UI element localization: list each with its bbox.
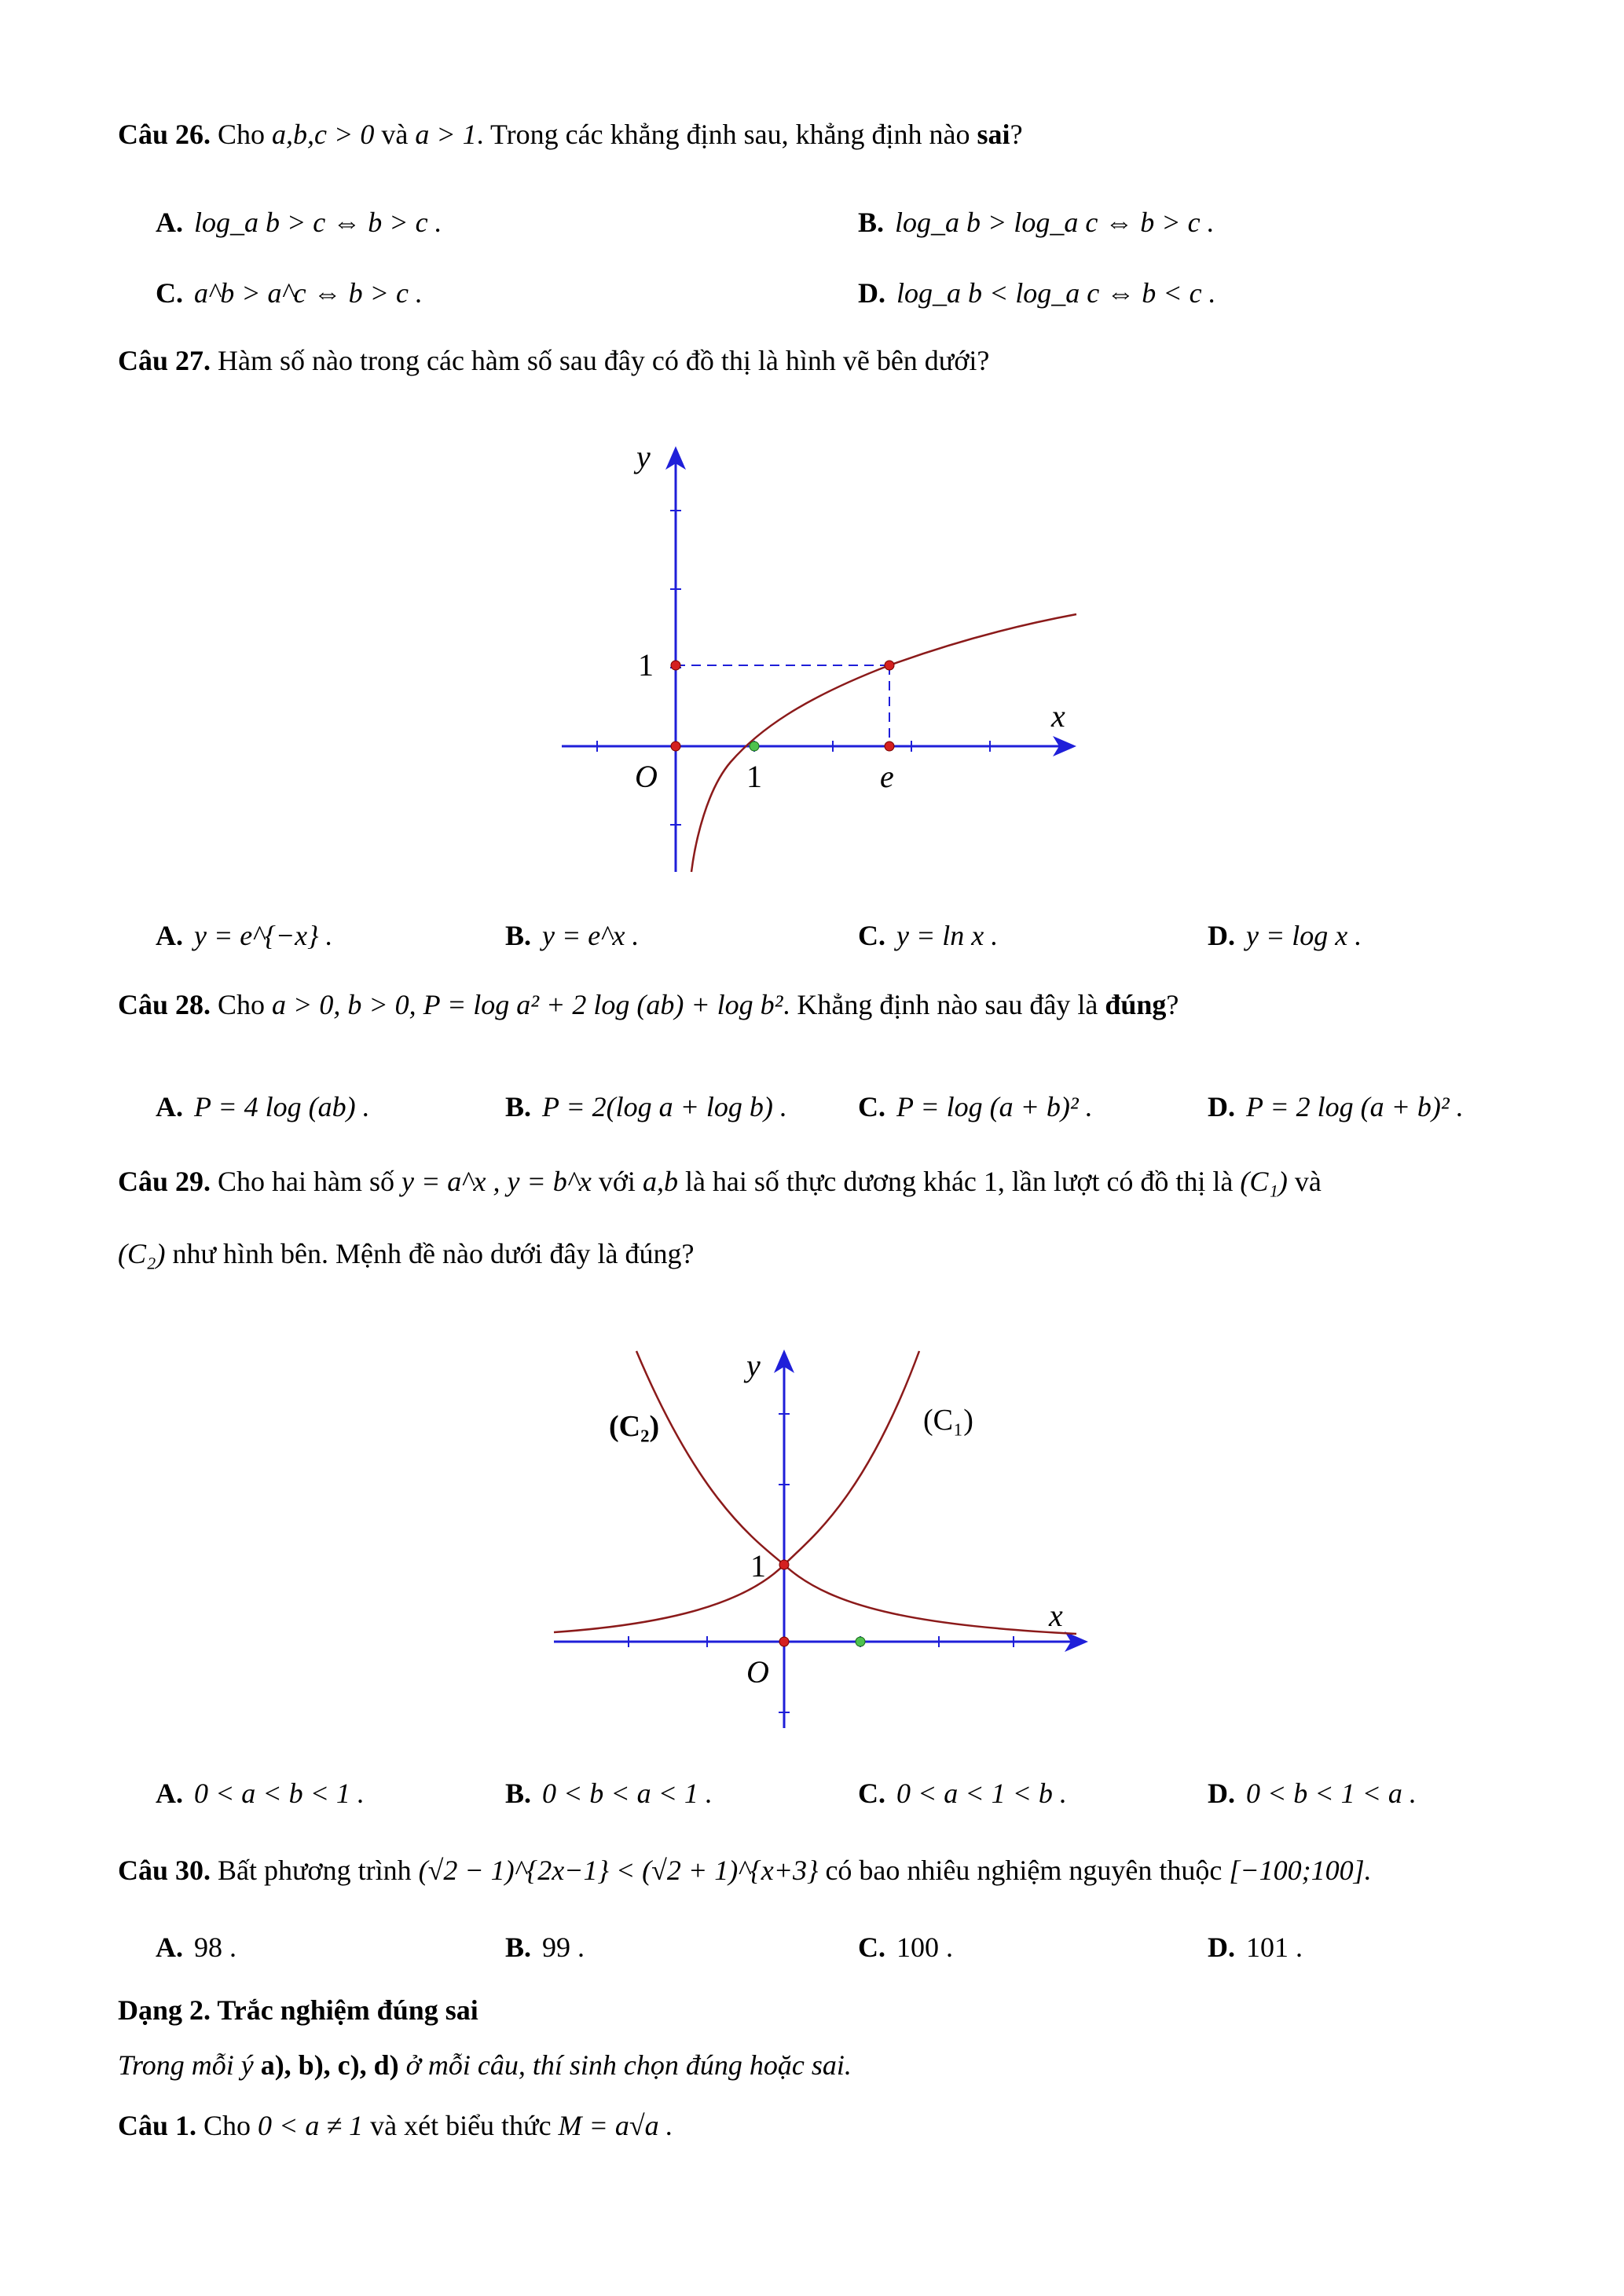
q28-stem: Câu 28. Cho a > 0, b > 0, P = log a² + 2 log (ab) + log b². Khẳng định nào sau đây là đúng? [118,989,1179,1020]
q26-option-c[interactable]: C. a^b > a^c ⇔ b > c . [156,277,423,309]
q29-option-b[interactable]: B. 0 < b < a < 1 . [505,1778,713,1809]
q27-option-c[interactable]: C. y = ln x . [858,920,999,951]
q28-option-b[interactable]: B. P = 2(log a + log b) . [505,1091,787,1122]
ln-curve [691,614,1076,872]
q27-stem: Câu 27. Hàm số nào trong các hàm số sau đây có đồ thị là hình vẽ bên dưới? [118,345,990,376]
q29-graph [550,1343,1092,1736]
origin-label-2: O [746,1654,769,1690]
q27-label: Câu 27. [118,345,211,376]
y-label-2: y [746,1348,761,1383]
x1-point [856,1637,865,1646]
root-point [750,742,759,751]
section2-heading: Dạng 2. Trắc nghiệm đúng sai [118,1994,478,2026]
q29-option-c[interactable]: C. 0 < a < 1 < b . [858,1778,1067,1809]
q30-option-c[interactable]: C. 100 . [858,1932,953,1963]
q28-option-c[interactable]: C. P = log (a + b)² . [858,1091,1093,1122]
q29-label: Câu 29. [118,1166,211,1197]
q27-graph [550,432,1084,880]
q30-option-a[interactable]: A. 98 . [156,1932,236,1963]
origin-point-2 [779,1637,789,1646]
x-tick-1-label: 1 [746,759,762,794]
q1-label: Câu 1. [118,2110,197,2141]
q28-option-d[interactable]: D. P = 2 log (a + b)² . [1208,1091,1464,1122]
curve-c2-label: (C₂) [609,1410,660,1443]
y-tick-1-label: 1 [638,647,654,683]
e-point [885,742,894,751]
x-label: x [1051,698,1065,734]
q28-option-a[interactable]: A. P = 4 log (ab) . [156,1091,370,1122]
q30-stem: Câu 30. Bất phương trình (√2 − 1)^{2x−1} < (√2 + 1)^{x+3} có bao nhiêu nghiệm nguyên thuộc [−100;100]. [118,1855,1372,1886]
q1-stem: Câu 1. Cho 0 < a ≠ 1 và xét biểu thức M = a√a . [118,2110,673,2141]
q27-option-b[interactable]: B. y = e^x . [505,920,640,951]
q26-option-b[interactable]: B. log_a b > log_a c ⇔ b > c . [858,207,1215,238]
q26-label: Câu 26. [118,119,211,150]
q26-option-d[interactable]: D. log_a b < log_a c ⇔ b < c . [858,277,1216,309]
q29-option-a[interactable]: A. 0 < a < b < 1 . [156,1778,365,1809]
intersection-point [779,1560,789,1569]
section2-instruction: Trong mỗi ý a), b), c), d) ở mỗi câu, thí sinh chọn đúng hoặc sai. [118,2049,852,2081]
q30-label: Câu 30. [118,1855,211,1886]
origin-label: O [635,759,658,794]
q27-option-a[interactable]: A. y = e^{−x} . [156,920,333,951]
y-tick-1-label-2: 1 [750,1548,766,1584]
q26-option-a[interactable]: A. log_a b > c ⇔ b > c . [156,207,442,238]
q30-option-b[interactable]: B. 99 . [505,1932,585,1963]
x-label-2: x [1049,1598,1063,1633]
curve-c1 [554,1351,919,1632]
origin-point [671,742,680,751]
q29-stem-line2: (C₂) như hình bên. Mệnh đề nào dưới đây là đúng? [118,1238,695,1269]
q29-option-d[interactable]: D. 0 < b < 1 < a . [1208,1778,1417,1809]
curve-c1-label: (C₁) [923,1404,973,1437]
q30-option-d[interactable]: D. 101 . [1208,1932,1303,1963]
y-label: y [636,439,651,474]
q27-option-d[interactable]: D. y = log x . [1208,920,1362,951]
q26-stem: Câu 26. Cho a,b,c > 0 và a > 1. Trong các khẳng định sau, khẳng định nào sai? [118,119,1023,150]
y1-point [671,661,680,670]
x-tick-e-label: e [880,759,894,794]
q29-stem-line1: Câu 29. Cho hai hàm số y = a^x , y = b^x với a,b là hai số thực dương khác 1, lần lượt có đồ thị là (C₁) và [118,1166,1322,1197]
curve-e-point [885,661,894,670]
curve-c2 [636,1351,1076,1634]
q28-label: Câu 28. [118,989,211,1020]
